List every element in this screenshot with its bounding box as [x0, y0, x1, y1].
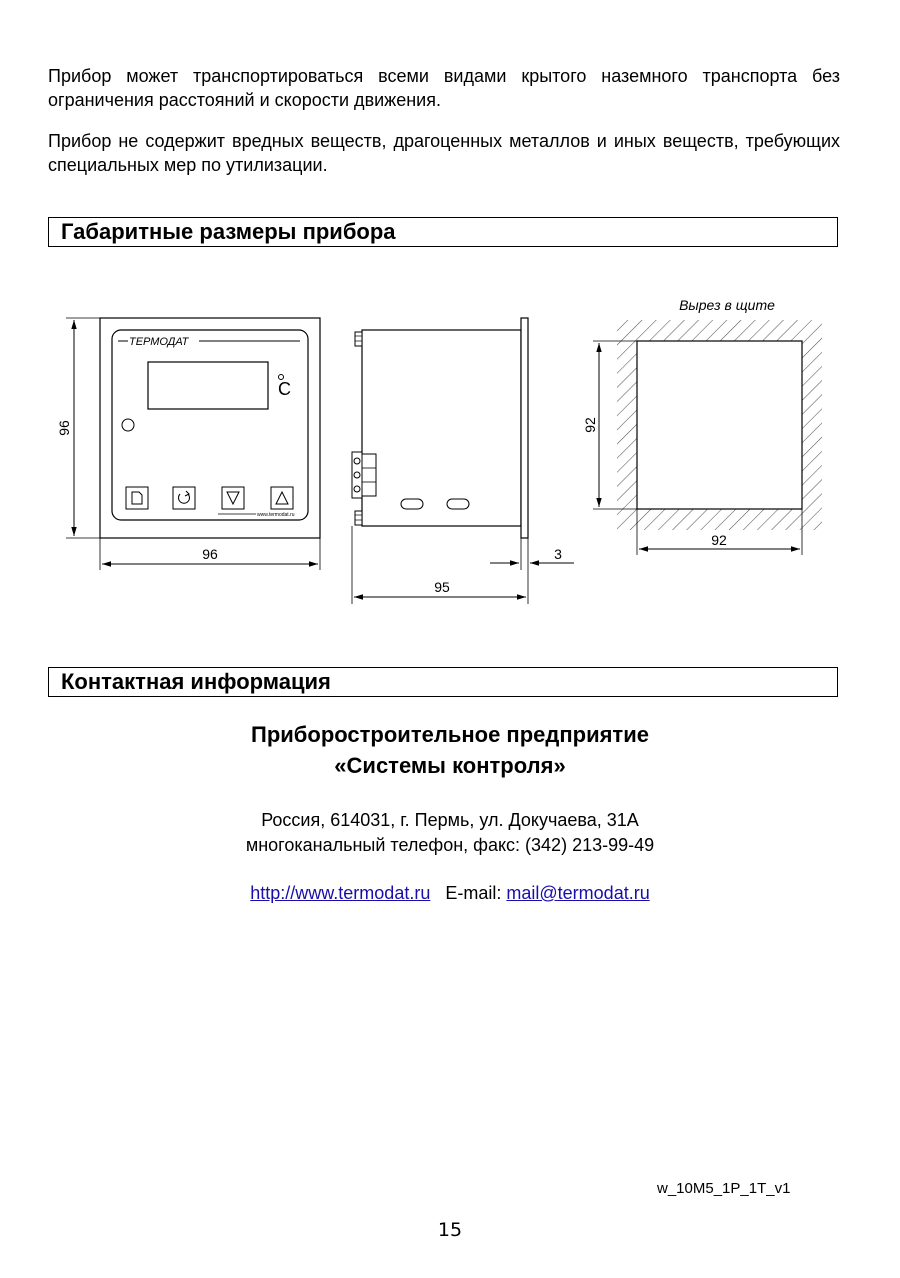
document-code: w_10M5_1P_1T_v1	[657, 1180, 791, 1197]
panel-cutout-view	[582, 297, 822, 555]
dim-side-bezel: 3	[554, 546, 562, 562]
celsius-label: C	[278, 379, 291, 399]
contact-section-title: Контактная информация	[48, 667, 838, 697]
indicator-led	[122, 419, 134, 431]
email-label: E-mail:	[445, 883, 502, 903]
front-view	[56, 318, 320, 570]
company-name-line2: «Системы контроля»	[334, 753, 566, 778]
dimensions-drawing	[0, 280, 900, 610]
website-link[interactable]: http://www.termodat.ru	[250, 883, 431, 903]
side-view	[352, 318, 574, 604]
dim-cutout-height: 92	[582, 417, 598, 433]
contact-links	[0, 881, 900, 905]
disposal-paragraph: Прибор не содержит вредных веществ, драгоценных металлов и иных веществ, требующих специальных мер по утилизации.	[48, 131, 840, 175]
transport-paragraph: Прибор может транспортироваться всеми видами крытого наземного транспорта без ограничения расстояний и скорости движения.	[48, 66, 840, 110]
dim-cutout-width: 92	[711, 532, 727, 548]
dimensions-section-title: Габаритные размеры прибора	[48, 217, 838, 247]
address-line: Россия, 614031, г. Пермь, ул. Докучаева, 31А	[261, 810, 639, 830]
brand-label: ТЕРМОДАТ	[129, 336, 189, 348]
cutout-caption: Вырез в щите	[679, 297, 775, 313]
phone-line: многоканальный телефон, факс: (342) 213-99-49	[245, 835, 655, 855]
dim-side-depth: 95	[434, 579, 450, 595]
display-window	[148, 362, 268, 409]
page-number: 15	[437, 1219, 463, 1241]
company-name-line1: Приборостроительное предприятие	[251, 722, 649, 747]
email-link[interactable]: mail@termodat.ru	[506, 883, 650, 903]
dim-front-height: 96	[56, 420, 72, 436]
front-small-url: www.termodat.ru	[257, 512, 295, 518]
dim-front-width: 96	[202, 546, 218, 562]
